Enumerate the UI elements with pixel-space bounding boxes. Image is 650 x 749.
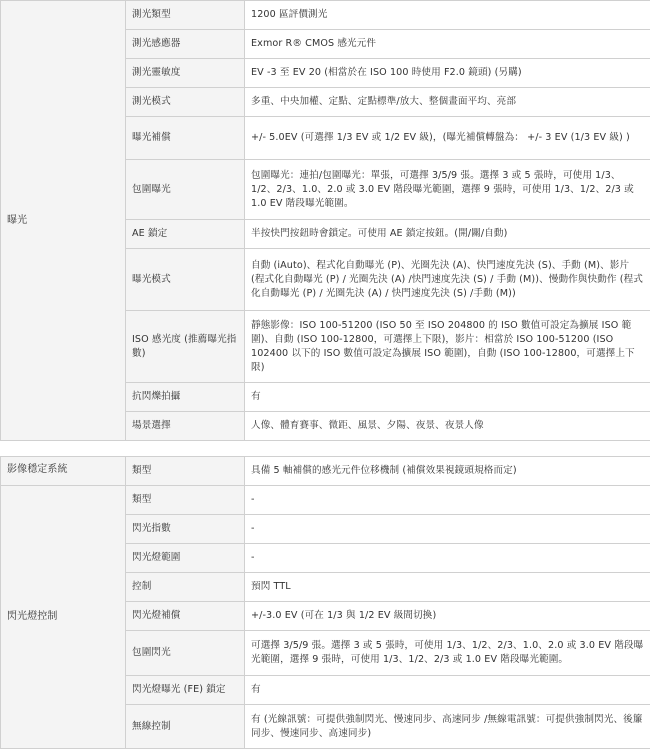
spec-value: 多重、中央加權、定點、定點標準/放大、整個畫面平均、亮部	[245, 88, 650, 117]
spec-value: 半按快門按鈕時會鎖定。可使用 AE 鎖定按鈕。(開/關/自動)	[245, 220, 650, 249]
spec-label: 測光感應器	[126, 30, 245, 59]
section-gap	[1, 441, 650, 457]
spec-value: EV -3 至 EV 20 (相當於在 ISO 100 時使用 F2.0 鏡頭) (另購)	[245, 59, 650, 88]
spec-value: 自動 (iAuto)、程式化自動曝光 (P)、光圈先決 (A)、快門速度先決 (S)、手動 (M)、影片 (程式化自動曝光 (P) / 光圈先決 (A) /快門速度先決 (S) / 手動 (M))、慢動作與快動作 (程式化自動曝光 (P) / 光圈先決 (A) / 快門速度先決 (S) /手動 (M))	[245, 249, 650, 311]
spec-value: -	[245, 515, 650, 544]
spec-value: -	[245, 486, 650, 515]
spec-label: 曝光模式	[126, 249, 245, 311]
spec-value: -	[245, 544, 650, 573]
spec-value: 人像、體育賽事、微距、風景、夕陽、夜景、夜景人像	[245, 412, 650, 441]
spec-label: 包圍閃光	[126, 631, 245, 676]
spec-value: 有	[245, 383, 650, 412]
spec-value: Exmor R® CMOS 感光元件	[245, 30, 650, 59]
spec-value: 1200 區評價測光	[245, 1, 650, 30]
spec-label: 抗閃爍拍攝	[126, 383, 245, 412]
spec-value: 有 (光線訊號：可提供強制閃光、慢速同步、高速同步 /無線電訊號：可提供強制閃光、後簾同步、慢速同步、高速同步)	[245, 705, 650, 749]
table-row	[1, 457, 650, 486]
category-exposure: 曝光	[1, 1, 126, 441]
spec-label: 測光模式	[126, 88, 245, 117]
spec-label: 控制	[126, 573, 245, 602]
spec-label: 場景選擇	[126, 412, 245, 441]
spec-value: +/- 5.0EV (可選擇 1/3 EV 或 1/2 EV 級)，(曝光補償轉盤為： +/- 3 EV (1/3 EV 級) )	[245, 117, 650, 160]
spec-value: 靜態影像：ISO 100-51200 (ISO 50 至 ISO 204800 的 ISO 數值可設定為擴展 ISO 範圍)、自動 (ISO 100-12800，可選擇上下限)，影片：相當於 ISO 100-51200 (ISO 102400 以下的 ISO 數值可設定為擴展 ISO 範圍)，自動 (ISO 100-12800，可選擇上下限)	[245, 311, 650, 383]
spec-label: 閃光燈曝光 (FE) 鎖定	[126, 676, 245, 705]
category-flash: 閃光燈控制	[1, 486, 126, 749]
spec-label: 包圍曝光	[126, 160, 245, 220]
spec-value: 有	[245, 676, 650, 705]
spec-label: 閃光燈範圍	[126, 544, 245, 573]
spec-label: 閃光指數	[126, 515, 245, 544]
spec-label: 測光類型	[126, 1, 245, 30]
table-row	[1, 1, 650, 30]
table-row	[1, 486, 650, 515]
spec-value: 具備 5 軸補償的感光元件位移機制 (補償效果視鏡頭規格而定)	[245, 457, 650, 486]
spec-value: 包圍曝光：連拍/包圍曝光：單張，可選擇 3/5/9 張。選擇 3 或 5 張時，可使用 1/3、1/2、2/3、1.0、2.0 或 3.0 EV 階段曝光範圍，選擇 9 張時，可使用 1/3、1/2、2/3 或 1.0 EV 階段曝光範圍。	[245, 160, 650, 220]
spec-label: ISO 感光度 (推薦曝光指數)	[126, 311, 245, 383]
spec-label: 無線控制	[126, 705, 245, 749]
spec-label: 類型	[126, 457, 245, 486]
spec-label: 曝光補償	[126, 117, 245, 160]
spec-value: +/-3.0 EV (可在 1/3 與 1/2 EV 級間切換)	[245, 602, 650, 631]
spec-value: 可選擇 3/5/9 張。選擇 3 或 5 張時，可使用 1/3、1/2、2/3、1.0、2.0 或 3.0 EV 階段曝光範圍，選擇 9 張時，可使用 1/3、1/2、2/3 或 1.0 EV 階段曝光範圍。	[245, 631, 650, 676]
spec-label: 閃光燈補償	[126, 602, 245, 631]
spec-label: 測光靈敏度	[126, 59, 245, 88]
spec-label: AE 鎖定	[126, 220, 245, 249]
spec-label: 類型	[126, 486, 245, 515]
category-stabilization: 影像穩定系統	[1, 457, 126, 486]
spec-value: 預閃 TTL	[245, 573, 650, 602]
